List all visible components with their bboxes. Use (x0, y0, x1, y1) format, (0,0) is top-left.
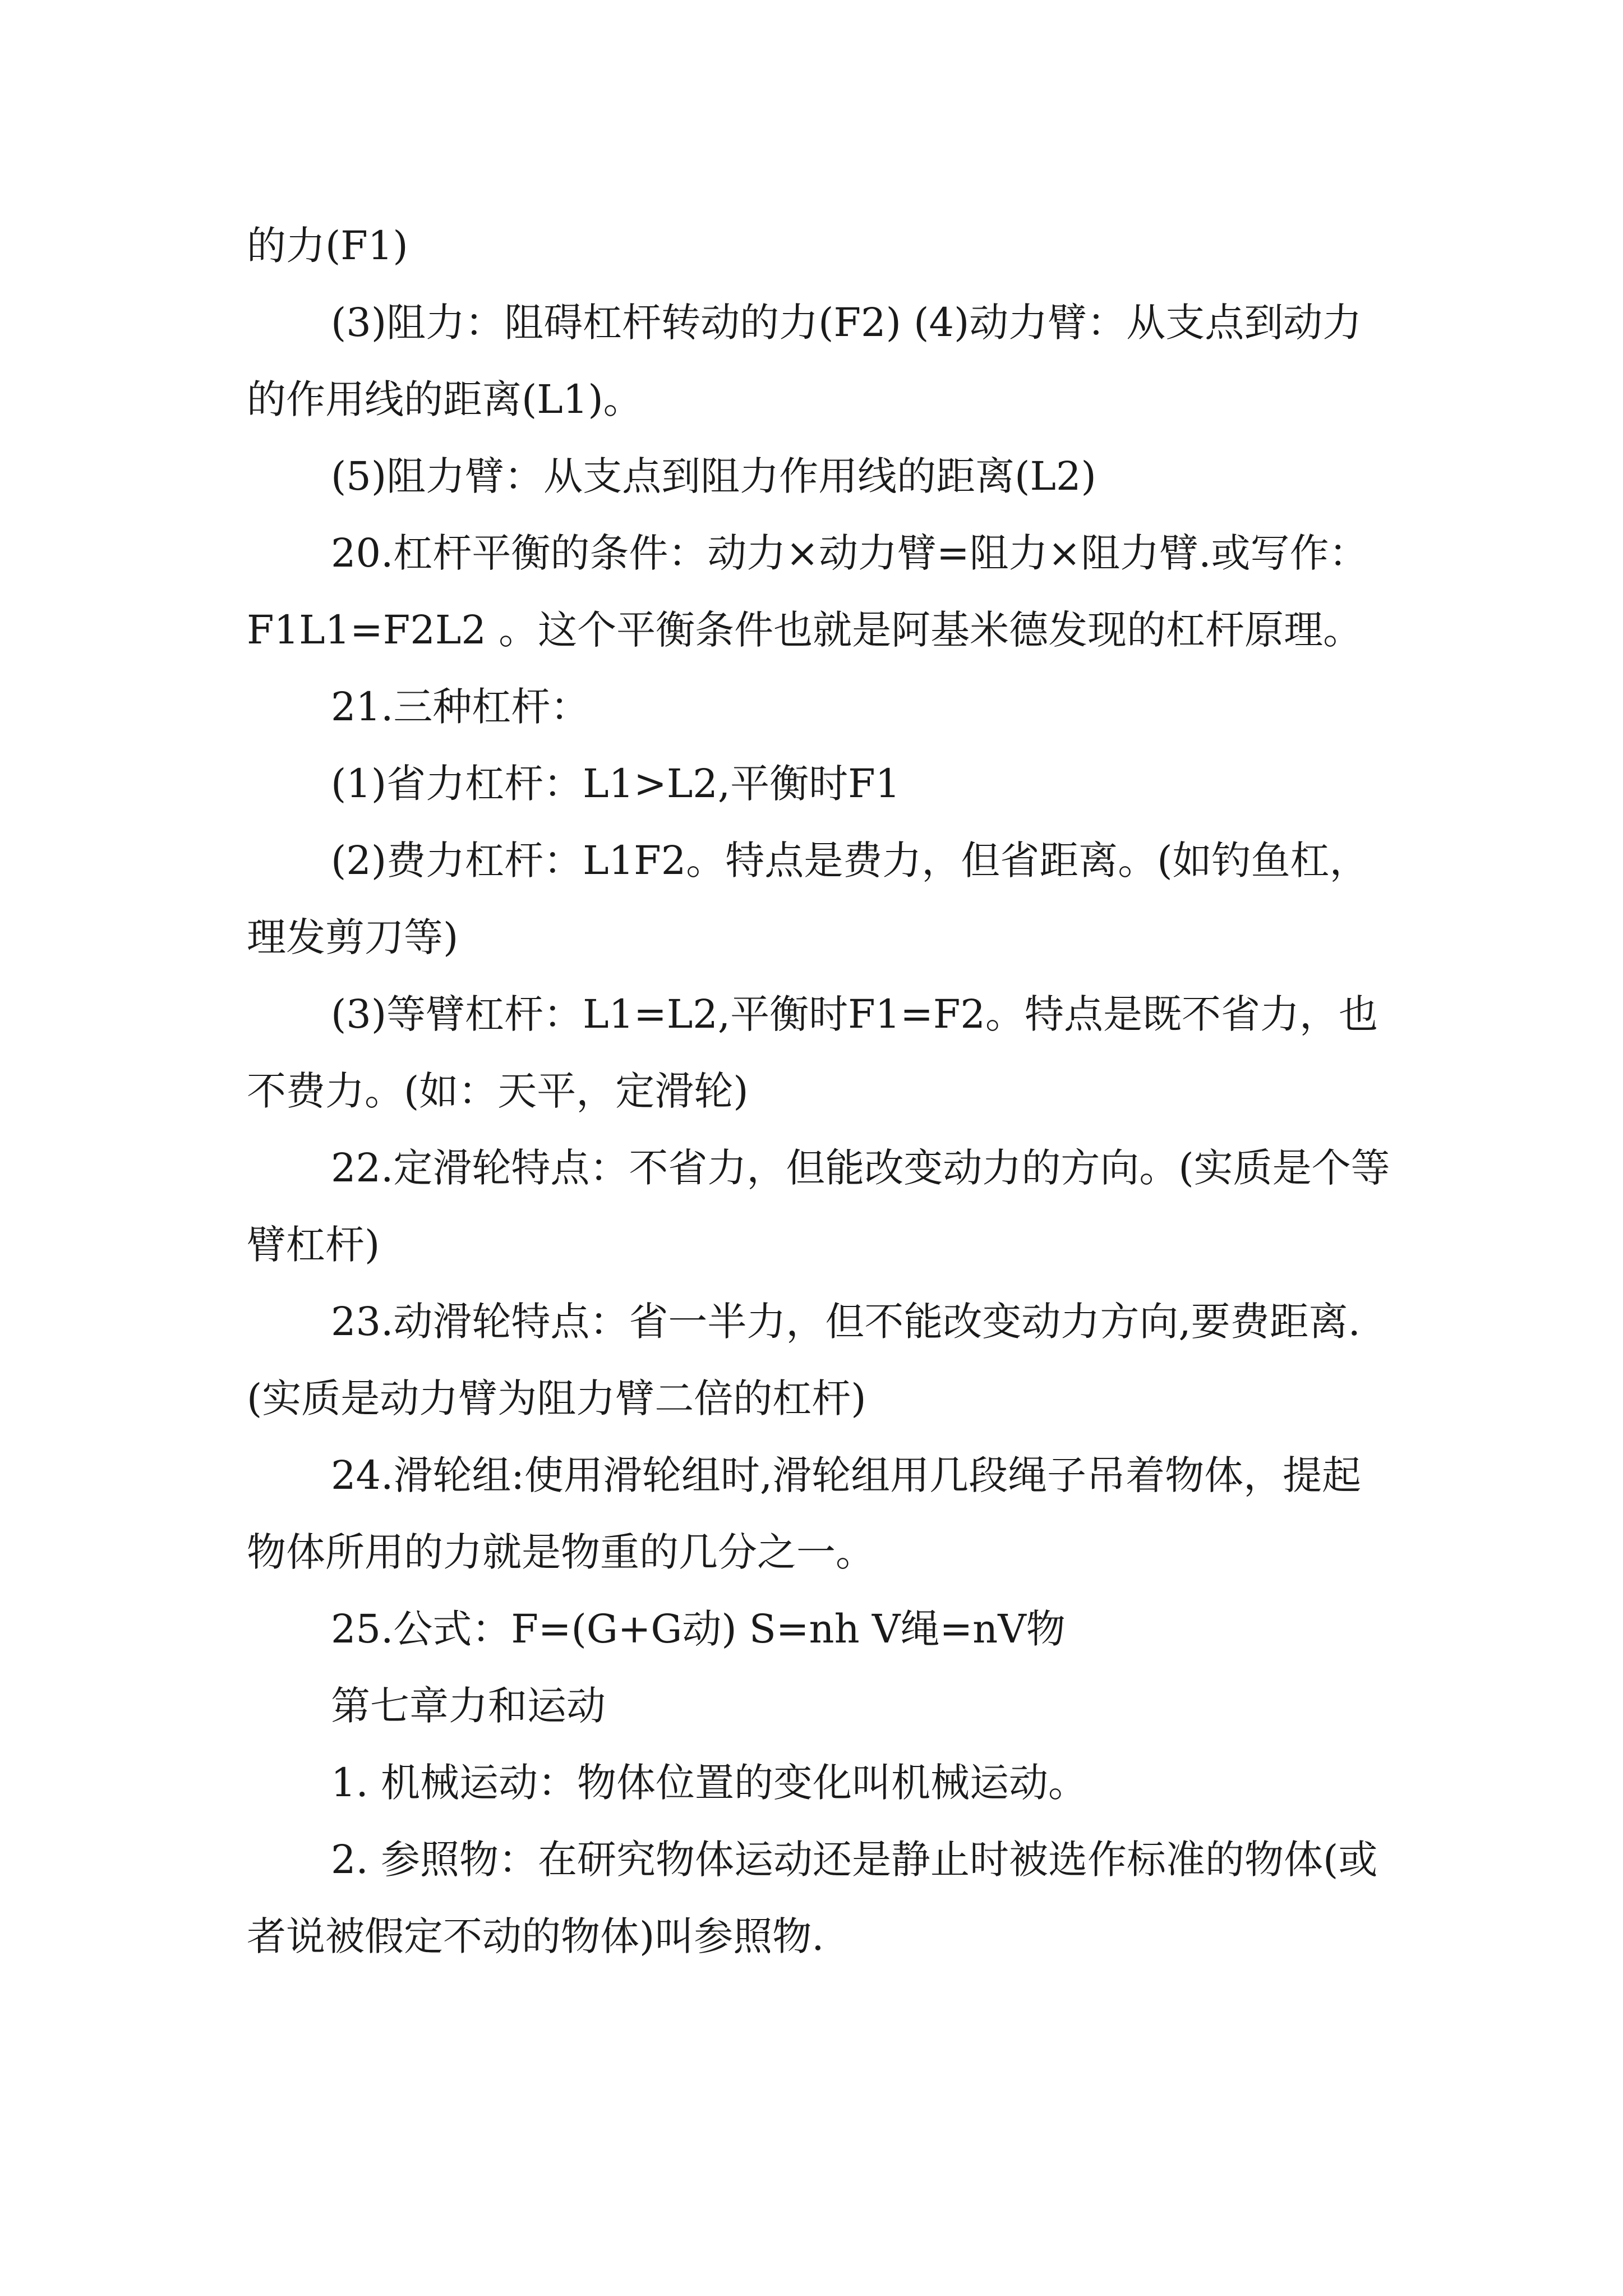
paragraph-mechanical-motion: 1. 机械运动：物体位置的变化叫机械运动。 (331, 1760, 1088, 1806)
paragraph-formula: 25.公式：F=(G+G动) S=nh V绳=nV物 (331, 1606, 1066, 1652)
chapter-heading: 第七章力和运动 (331, 1683, 606, 1729)
document-body (247, 208, 1391, 1975)
paragraph-reference-object: 2. 参照物：在研究物体运动还是静止时被选作标准的物体(或者说被假定不动的物体)叫参照物. (247, 1837, 1378, 1959)
paragraph-three-levers: 21.三种杠杆： (331, 684, 590, 730)
paragraph-lever-balance: 20.杠杆平衡的条件：动力×动力臂=阻力×阻力臂.或写作：F1L1=F2L2 。这个平衡条件也就是阿基米德发现的杠杆原理。 (247, 530, 1368, 653)
paragraph-movable-pulley: 23.动滑轮特点：省一半力，但不能改变动力方向,要费距离.(实质是动力臂为阻力臂二倍的杠杆) (247, 1299, 1361, 1421)
paragraph-force-saving-lever: (1)省力杠杆：L1>L2,平衡时F1 (331, 761, 901, 807)
paragraph-resistance-arm: (5)阻力臂：从支点到阻力作用线的距离(L2) (331, 453, 1096, 499)
paragraph-fixed-pulley: 22.定滑轮特点：不省力，但能改变动力的方向。(实质是个等臂杠杆) (247, 1145, 1390, 1268)
paragraph-pulley-block: 24.滑轮组:使用滑轮组时,滑轮组用几段绳子吊着物体，提起物体所用的力就是物重的几分之一。 (247, 1452, 1362, 1575)
paragraph-equal-arm-lever: (3)等臂杠杆：L1=L2,平衡时F1=F2。特点是既不省力，也不费力。(如：天平，定滑轮) (247, 991, 1378, 1114)
paragraph-force-costing-lever: (2)费力杠杆：L1F2。特点是费力，但省距离。(如钓鱼杠，理发剪刀等) (247, 838, 1369, 960)
paragraph-resistance-force: (3)阻力：阻碍杠杆转动的力(F2) (4)动力臂：从支点到动力的作用线的距离(L1)。 (247, 300, 1362, 422)
paragraph-continuation: 的力(F1) (247, 223, 408, 269)
